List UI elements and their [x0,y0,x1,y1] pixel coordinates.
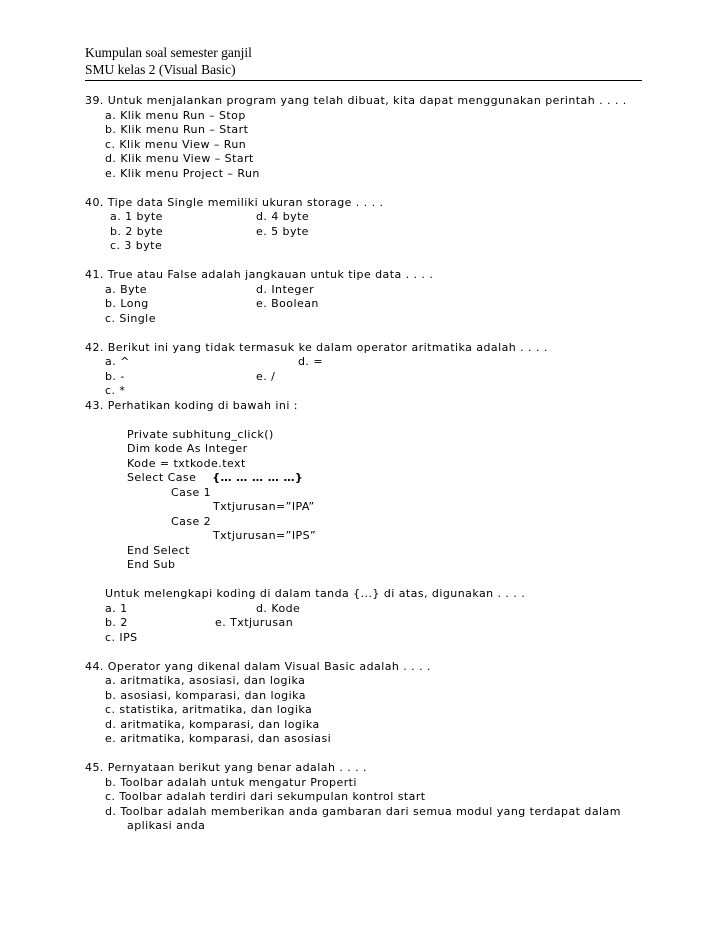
question-list [85,94,645,834]
option-43-e: e. Txtjurusan [215,616,294,629]
option-40-c: c. 3 byte [110,239,163,252]
option-40-b: b. 2 byte [110,224,164,238]
code-blank-placeholder: {… … … … …} [212,471,304,484]
code-line: End Select [127,543,190,557]
option-42-e: e. / [256,369,276,383]
option-43-c: c. IPS [105,630,138,644]
option-45-d: d. Toolbar adalah memberikan anda gambaran dari semua modul yang terdapat dalam [105,804,621,818]
option-39-a: a. Klik menu Run – Stop [105,108,246,122]
code-line: Txtjurusan=”IPA” [213,500,315,513]
option-row [85,602,645,617]
code-select-case: Select Case [127,471,197,484]
option-45-b: b. Toolbar adalah untuk mengatur Properti [105,775,357,789]
option-39-c: c. Klik menu View – Run [105,137,247,151]
option-40-e: e. 5 byte [256,224,309,238]
code-line: End Sub [127,558,176,571]
option-44-e: e. aritmatika, komparasi, dan asosiasi [105,732,332,745]
option-39-e: e. Klik menu Project – Run [105,166,260,180]
code-line: Txtjurusan=”IPS” [213,529,317,542]
option-row [85,616,645,631]
option-44-a: a. aritmatika, asosiasi, dan logika [105,674,306,687]
question-43: 43. Perhatikan koding di bawah ini : [85,398,298,412]
question-39: 39. Untuk menjalankan program yang telah dibuat, kita dapat menggunakan perintah . . . . [85,94,627,107]
option-row [85,225,645,240]
option-45-d-continued: aplikasi anda [127,819,206,832]
header-divider [85,80,642,81]
question-42: 42. Berikut ini yang tidak termasuk ke dalam operator aritmatika adalah . . . . [85,340,548,354]
option-41-c: c. Single [105,311,156,325]
header-title: Kumpulan soal semester ganjil [85,45,252,60]
option-39-d: d. Klik menu View – Start [105,152,254,165]
question-40: 40. Tipe data Single memiliki ukuran storage . . . . [85,195,384,209]
option-row [85,370,645,385]
option-row [85,355,645,370]
option-40-a: a. 1 byte [110,210,163,223]
option-43-d: d. Kode [256,601,301,615]
option-39-b: b. Klik menu Run – Start [105,123,249,136]
option-43-b: b. 2 [105,616,128,629]
header-subtitle: SMU kelas 2 (Visual Basic) [85,62,236,77]
option-41-e: e. Boolean [256,297,319,310]
option-42-b: b. - [105,369,125,383]
option-42-c: c. * [105,384,126,397]
option-44-c: c. statistika, aritmatika, dan logika [105,703,313,716]
option-43-a: a. 1 [105,601,128,615]
option-row [85,283,645,298]
question-41: 41. True atau False adalah jangkauan untuk tipe data . . . . [85,268,434,281]
option-row [85,297,645,312]
option-row [85,210,645,225]
code-line: Private subhitung_click() [127,427,274,441]
option-41-d: d. Integer [256,282,315,296]
option-40-d: d. 4 byte [256,210,310,223]
option-44-b: b. asosiasi, komparasi, dan logika [105,688,306,702]
document-header [85,44,252,78]
option-41-a: a. Byte [105,282,148,296]
question-45: 45. Pernyataan berikut yang benar adalah . . . . [85,761,367,774]
code-line: Dim kode As Integer [127,442,248,455]
option-42-a: a. ^ [105,355,130,368]
option-44-d: d. aritmatika, komparasi, dan logika [105,717,320,731]
code-line: Kode = txtkode.text [127,456,246,470]
question-43-prompt: Untuk melengkapi koding di dalam tanda {...} di atas, digunakan . . . . [105,587,526,600]
code-line: Case 2 [171,514,212,528]
option-41-b: b. Long [105,297,149,310]
question-44: 44. Operator yang dikenal dalam Visual Basic adalah . . . . [85,659,431,673]
code-line [85,471,645,486]
option-42-d: d. = [298,355,323,368]
code-line: Case 1 [171,485,212,499]
option-45-c: c. Toolbar adalah terdiri dari sekumpulan kontrol start [105,790,426,803]
